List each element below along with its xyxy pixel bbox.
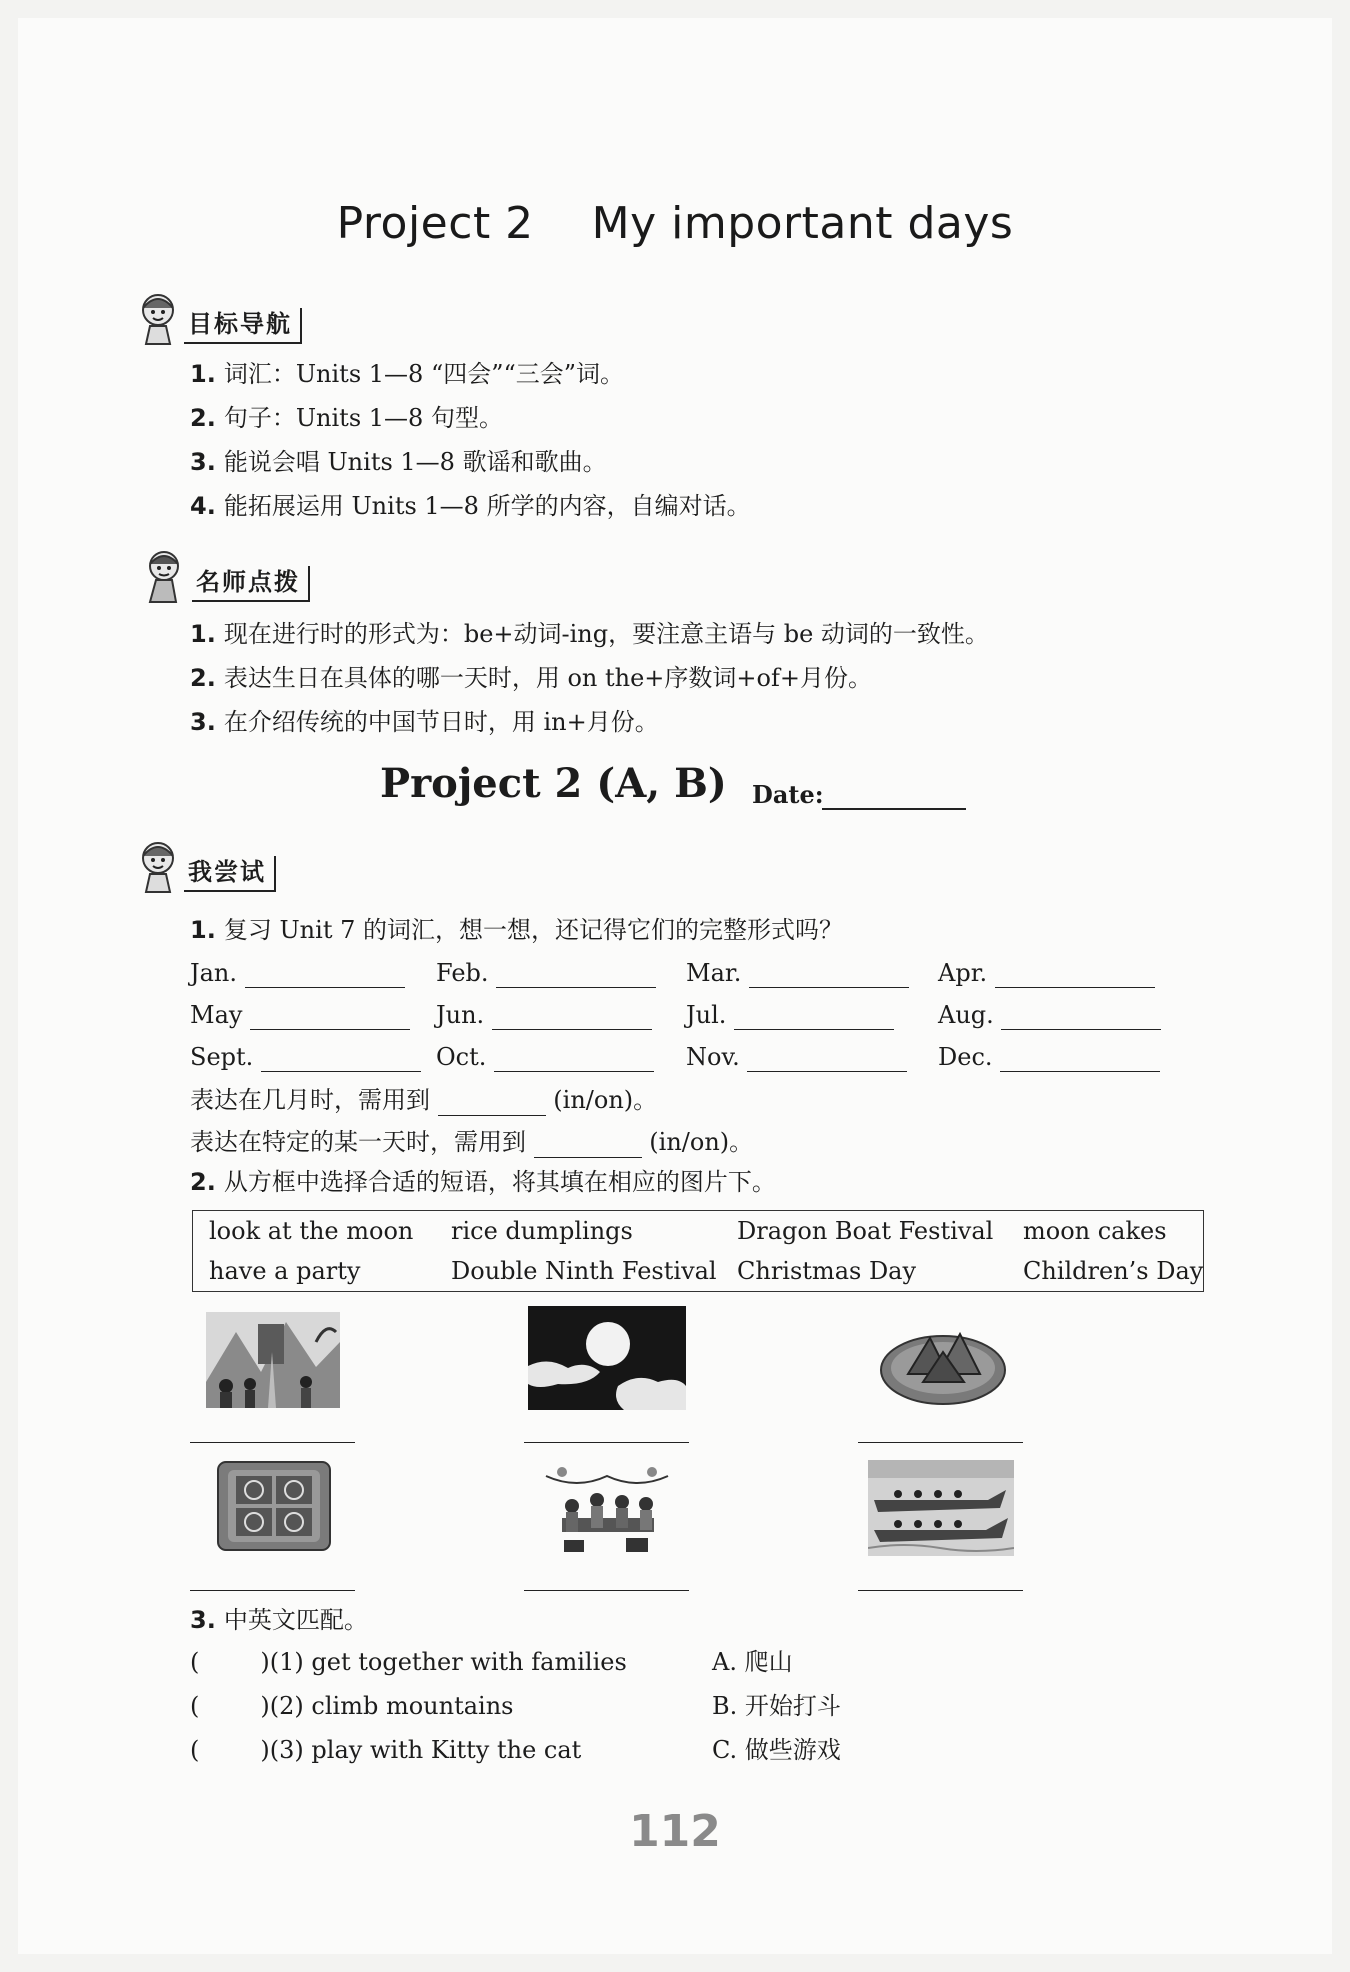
phrase-option: have a party (209, 1257, 361, 1285)
try-section-label: 我尝试 (184, 856, 276, 892)
mountain-climbing-picture (206, 1312, 340, 1408)
girl-mascot-icon (132, 288, 190, 348)
match-row: ( )(3) play with Kitty the cat (190, 1736, 582, 1764)
try-section-header (132, 836, 352, 906)
picture-answer-blank[interactable] (858, 1590, 1023, 1591)
match-option: C. 做些游戏 (712, 1736, 841, 1764)
match-option: A. 爬山 (712, 1648, 793, 1676)
full-moon-picture (528, 1306, 686, 1410)
tips-list (190, 618, 989, 750)
answer-blank[interactable] (749, 965, 909, 988)
tips-section-label: 名师点拨 (192, 566, 310, 602)
picture-answer-blank[interactable] (524, 1590, 689, 1591)
month-item: Aug. (938, 1000, 1161, 1030)
phrase-option: Children’s Day (1023, 1257, 1204, 1285)
list-item: 2. 句子：Units 1—8 句型。 (190, 404, 503, 432)
month-item: Feb. (436, 958, 656, 988)
month-item: Dec. (938, 1042, 1160, 1072)
phrase-option: Dragon Boat Festival (737, 1217, 994, 1245)
answer-blank[interactable] (438, 1093, 546, 1116)
goals-list (190, 358, 751, 534)
answer-blank[interactable] (1000, 1049, 1160, 1072)
page-number: 112 (629, 1806, 721, 1857)
phrase-option: rice dumplings (451, 1217, 633, 1245)
list-item: 1. 现在进行时的形式为：be+动词-ing，要注意主语与 be 动词的一致性。 (190, 620, 989, 648)
list-item: 1. 词汇：Units 1—8 “四会”“三会”词。 (190, 360, 625, 388)
date-blank[interactable] (822, 808, 966, 810)
project-subheading: Project 2 (A, B) (380, 760, 727, 807)
page-title: Project 2 My important days (336, 198, 1014, 249)
answer-blank[interactable] (496, 965, 656, 988)
date-label: Date: (752, 780, 824, 809)
answer-blank[interactable] (261, 1049, 421, 1072)
answer-blank[interactable] (747, 1049, 907, 1072)
phrase-option: look at the moon (209, 1217, 414, 1245)
match-option: B. 开始打斗 (712, 1692, 841, 1720)
month-item: Mar. (686, 958, 909, 988)
q3-prompt: 3. 中英文匹配。 (190, 1606, 368, 1634)
goals-section-header (132, 288, 352, 358)
q1-day-rule: 表达在特定的某一天时，需用到 (in/on)。 (190, 1128, 754, 1156)
month-item: Jan. (190, 958, 405, 988)
answer-parentheses[interactable]: ( ) (190, 1736, 270, 1764)
girl-mascot-icon (140, 546, 198, 606)
q1-month-rule: 表达在几月时，需用到 (in/on)。 (190, 1086, 658, 1114)
answer-blank[interactable] (250, 1007, 410, 1030)
picture-answer-blank[interactable] (524, 1442, 689, 1443)
answer-blank[interactable] (734, 1007, 894, 1030)
moon-cakes-picture (214, 1456, 334, 1556)
match-row: ( )(1) get together with families (190, 1648, 627, 1676)
month-item: May (190, 1000, 410, 1030)
tips-section-header (140, 546, 360, 616)
goals-section-label: 目标导航 (184, 308, 302, 344)
dragon-boat-picture (868, 1460, 1014, 1556)
month-item: Jun. (436, 1000, 652, 1030)
answer-blank[interactable] (1001, 1007, 1161, 1030)
q1-prompt: 1. 复习 Unit 7 的词汇，想一想，还记得它们的完整形式吗？ (190, 916, 843, 944)
answer-blank[interactable] (492, 1007, 652, 1030)
answer-parentheses[interactable]: ( ) (190, 1692, 270, 1720)
phrase-option: moon cakes (1023, 1217, 1167, 1245)
phrase-box (192, 1210, 1204, 1292)
answer-blank[interactable] (534, 1135, 642, 1158)
picture-answer-blank[interactable] (190, 1442, 355, 1443)
q2-prompt: 2. 从方框中选择合适的短语，将其填在相应的图片下。 (190, 1168, 776, 1196)
phrase-option: Double Ninth Festival (451, 1257, 717, 1285)
party-picture (542, 1464, 672, 1560)
phrase-option: Christmas Day (737, 1257, 917, 1285)
month-item: Oct. (436, 1042, 654, 1072)
month-item: Jul. (686, 1000, 894, 1030)
answer-blank[interactable] (245, 965, 405, 988)
picture-answer-blank[interactable] (858, 1442, 1023, 1443)
answer-parentheses[interactable]: ( ) (190, 1648, 270, 1676)
answer-blank[interactable] (494, 1049, 654, 1072)
list-item: 2. 表达生日在具体的哪一天时，用 on the+序数词+of+月份。 (190, 664, 872, 692)
month-item: Nov. (686, 1042, 907, 1072)
answer-blank[interactable] (995, 965, 1155, 988)
list-item: 3. 能说会唱 Units 1—8 歌谣和歌曲。 (190, 448, 607, 476)
picture-answer-blank[interactable] (190, 1590, 355, 1591)
girl-mascot-icon (132, 836, 190, 896)
list-item: 4. 能拓展运用 Units 1—8 所学的内容，自编对话。 (190, 492, 751, 520)
month-item: Sept. (190, 1042, 421, 1072)
list-item: 3. 在介绍传统的中国节日时，用 in+月份。 (190, 708, 659, 736)
month-item: Apr. (938, 958, 1155, 988)
match-row: ( )(2) climb mountains (190, 1692, 514, 1720)
rice-dumplings-picture (878, 1308, 1008, 1408)
